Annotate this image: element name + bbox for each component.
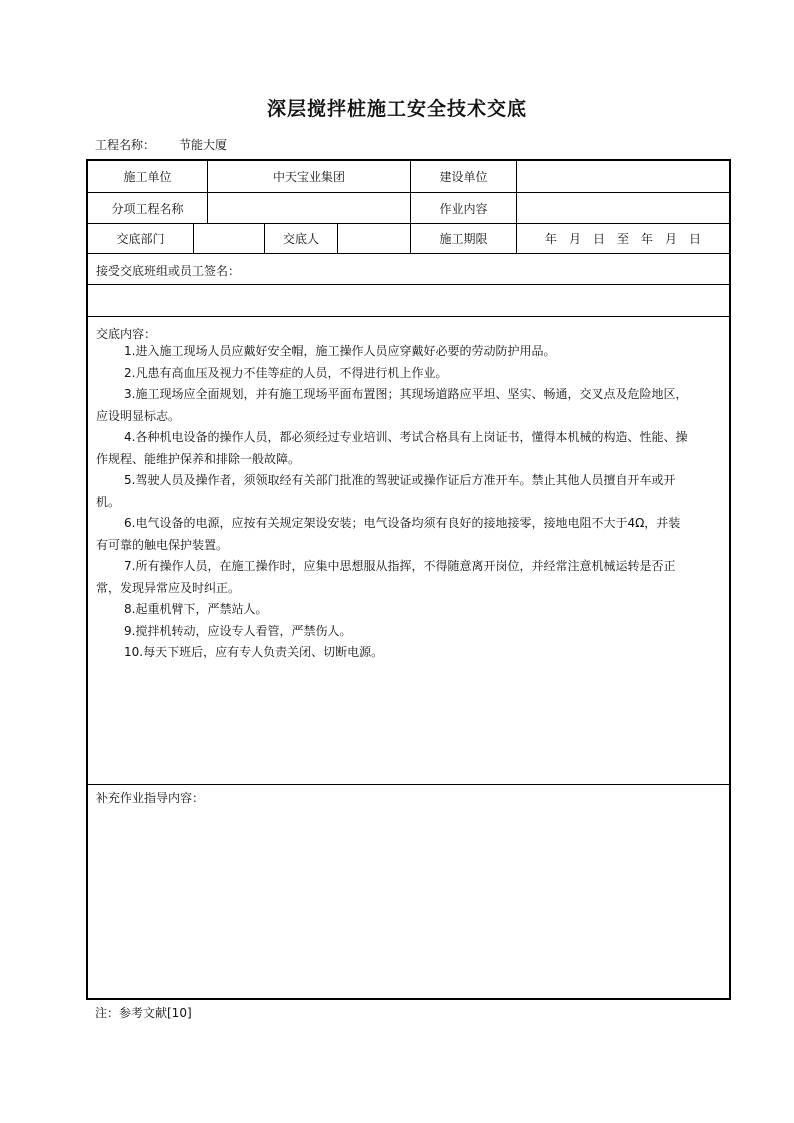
supplement-label: 补充作业指导内容： — [96, 791, 205, 805]
content-item: 2.凡患有高血压及视力不佳等症的人员，不得进行机上作业。 — [124, 365, 448, 380]
content-item: 6.电气设备的电源，应按有关规定架设安装；电气设备均须有良好的接地接零，接地电阻不大于4Ω，并装有可靠的触电保护装置。 — [96, 516, 681, 552]
builder-label: 建设单位 — [411, 161, 517, 192]
content-label: 交底内容： — [96, 327, 157, 341]
person-label: 交底人 — [265, 224, 338, 253]
content-item: 10.每天下班后，应有专人负责关闭、切断电源。 — [124, 645, 384, 659]
content-item: 3.施工现场应全面规划，并有施工现场平面布置图；其现场道路应平坦、坚实、畅通，交叉点及危险地区，应设明显标志。 — [96, 387, 688, 423]
work-content-value[interactable] — [517, 193, 729, 223]
content-item: 7.所有操作人员，在施工操作时，应集中思想服从指挥，不得随意离开岗位，并经常注意机械运转是否正常，发现异常应及时纠正。 — [96, 559, 676, 595]
document-title: 深层搅拌桩施工安全技术交底 — [266, 98, 527, 120]
row-sign-label — [88, 254, 729, 285]
content-items — [96, 341, 689, 664]
subproject-value[interactable] — [208, 193, 411, 223]
reference-note: 注：参考文献[10] — [95, 1006, 192, 1020]
dept-label: 交底部门 — [88, 224, 194, 253]
project-value: 节能大厦 — [179, 138, 228, 152]
disclosure-form — [86, 159, 731, 1000]
dept-value[interactable] — [194, 224, 265, 253]
content-section — [88, 317, 729, 785]
row-disclosure-info — [88, 224, 729, 254]
work-content-label: 作业内容 — [411, 193, 517, 223]
content-item: 8.起重机臂下，严禁站人。 — [124, 602, 268, 616]
period-value[interactable]: 年 月 日 至 年 月 日 — [544, 232, 701, 246]
row-construction-unit — [88, 161, 729, 193]
construction-unit-value[interactable]: 中天宝业集团 — [208, 161, 411, 192]
sign-label: 接受交底班组或员工签名： — [96, 264, 241, 278]
person-value[interactable] — [338, 224, 411, 253]
row-sign-area[interactable] — [88, 285, 729, 317]
supplement-section[interactable] — [88, 785, 729, 998]
subproject-label: 分项工程名称 — [88, 193, 208, 223]
project-line — [95, 136, 227, 153]
content-item: 9.搅拌机转动，应设专人看管，严禁伤人。 — [124, 623, 352, 638]
row-subproject — [88, 193, 729, 224]
project-label: 工程名称： — [95, 138, 156, 152]
content-item: 4.各种机电设备的操作人员，都必须经过专业培训、考试合格具有上岗证书，懂得本机械的构造、性能、操作规程、能维护保养和排除一般故障。 — [96, 430, 688, 466]
construction-unit-label: 施工单位 — [88, 161, 208, 192]
content-item: 5.驾驶人员及操作者，须领取经有关部门批准的驾驶证或操作证后方准开车。禁止其他人员擅自开车或开机。 — [96, 473, 676, 509]
content-item: 1.进入施工现场人员应戴好安全帽，施工操作人员应穿戴好必要的劳动防护用品。 — [124, 344, 556, 358]
period-label: 施工期限 — [411, 224, 517, 253]
builder-value[interactable] — [517, 161, 729, 192]
